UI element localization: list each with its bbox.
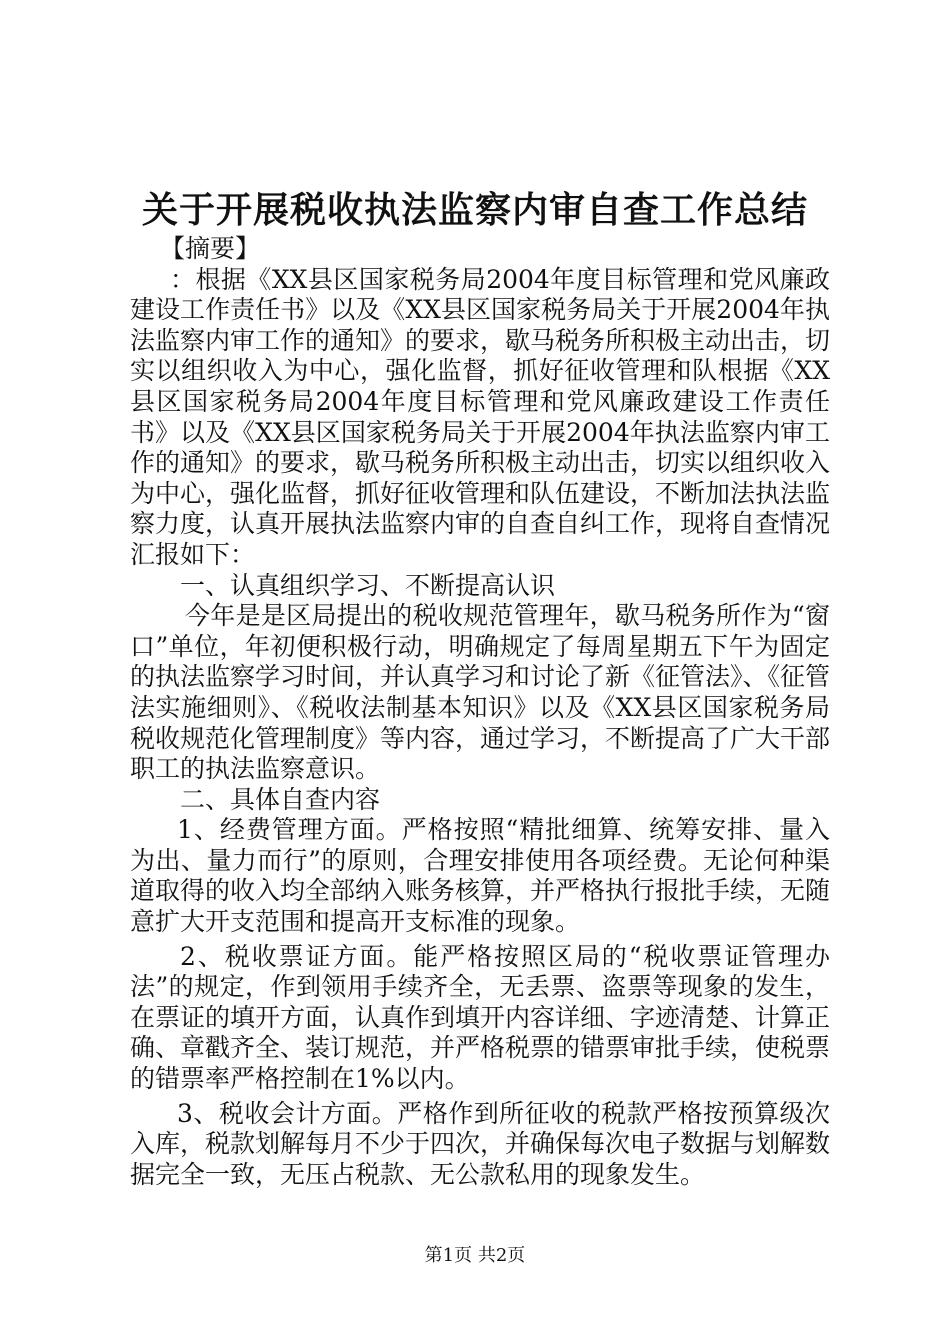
summary-label: 【摘要】 [160, 234, 261, 263]
summary-paragraph: ：根据《XX县区国家税务局2004年度目标管理和党风廉政建设工作责任书》以及《XX县区国家税务局关于开展2004年执法监察内审工作的通知》的要求，歇马税务所积极主动出击，切实以组织收入为中心，强化监督，抓好征收管理和队根据《XX县区国家税务局2004年度目标管理和党风廉政建设工作责任书》以及《XX县区国家税务局关于开展2004年执法监察内审工作的通知》的要求，歇马税务所积极主动出击，切实以组织收入为中心，强化监督，抓好征收管理和队伍建设，不断加法执法监察力度，认真开展执法监察内审的自查自纠工作，现将自查情况汇报如下： [130, 264, 831, 569]
document-body [130, 234, 830, 1190]
document-title: 关于开展税收执法监察内审自查工作总结 [141, 189, 808, 231]
section-heading-1: 一、认真组织学习、不断提高认识 [180, 570, 556, 600]
checklist-item-2: 2、税收票证方面。能严格按照区局的“税收票证管理办法”的规定，作到领用手续齐全，无丢票、盗票等现象的发生，在票证的填开方面，认真作到填开内容详细、字迹清楚、计算正确、章戳齐全、装订规范，并严格税票的错票审批手续，使税票的错票率严格控制在1%以内。 [130, 941, 831, 1094]
checklist-item-3: 3、税收会计方面。严格作到所征收的税款严格按预算级次入库，税款划解每月不少于四次，并确保每次电子数据与划解数据完全一致，无压占税款、无公款私用的现象发生。 [130, 1098, 831, 1189]
section-paragraph-1: 今年是是区局提出的税收规范管理年，歇马税务所作为“窗口”单位，年初便积极行动，明确规定了每周星期五下午为固定的执法监察学习时间，并认真学习和讨论了新《征管法》、《征管法实施细则》、《税收法制基本知识》以及《XX县区国家税务局税收规范化管理制度》等内容，通过学习，不断提高了广大干部职工的执法监察意识。 [130, 601, 831, 784]
section-heading-2: 二、具体自查内容 [180, 784, 381, 814]
page-footer: 第1页 共2页 [424, 1245, 526, 1266]
checklist-item-1: 1、经费管理方面。严格按照“精批细算、统筹安排、量入为出、量力而行”的原则，合理安排使用各项经费。无论何种渠道取得的收入均全部纳入账务核算，并严格执行报批手续，无随意扩大开支范围和提高开支标准的现象。 [130, 815, 831, 937]
